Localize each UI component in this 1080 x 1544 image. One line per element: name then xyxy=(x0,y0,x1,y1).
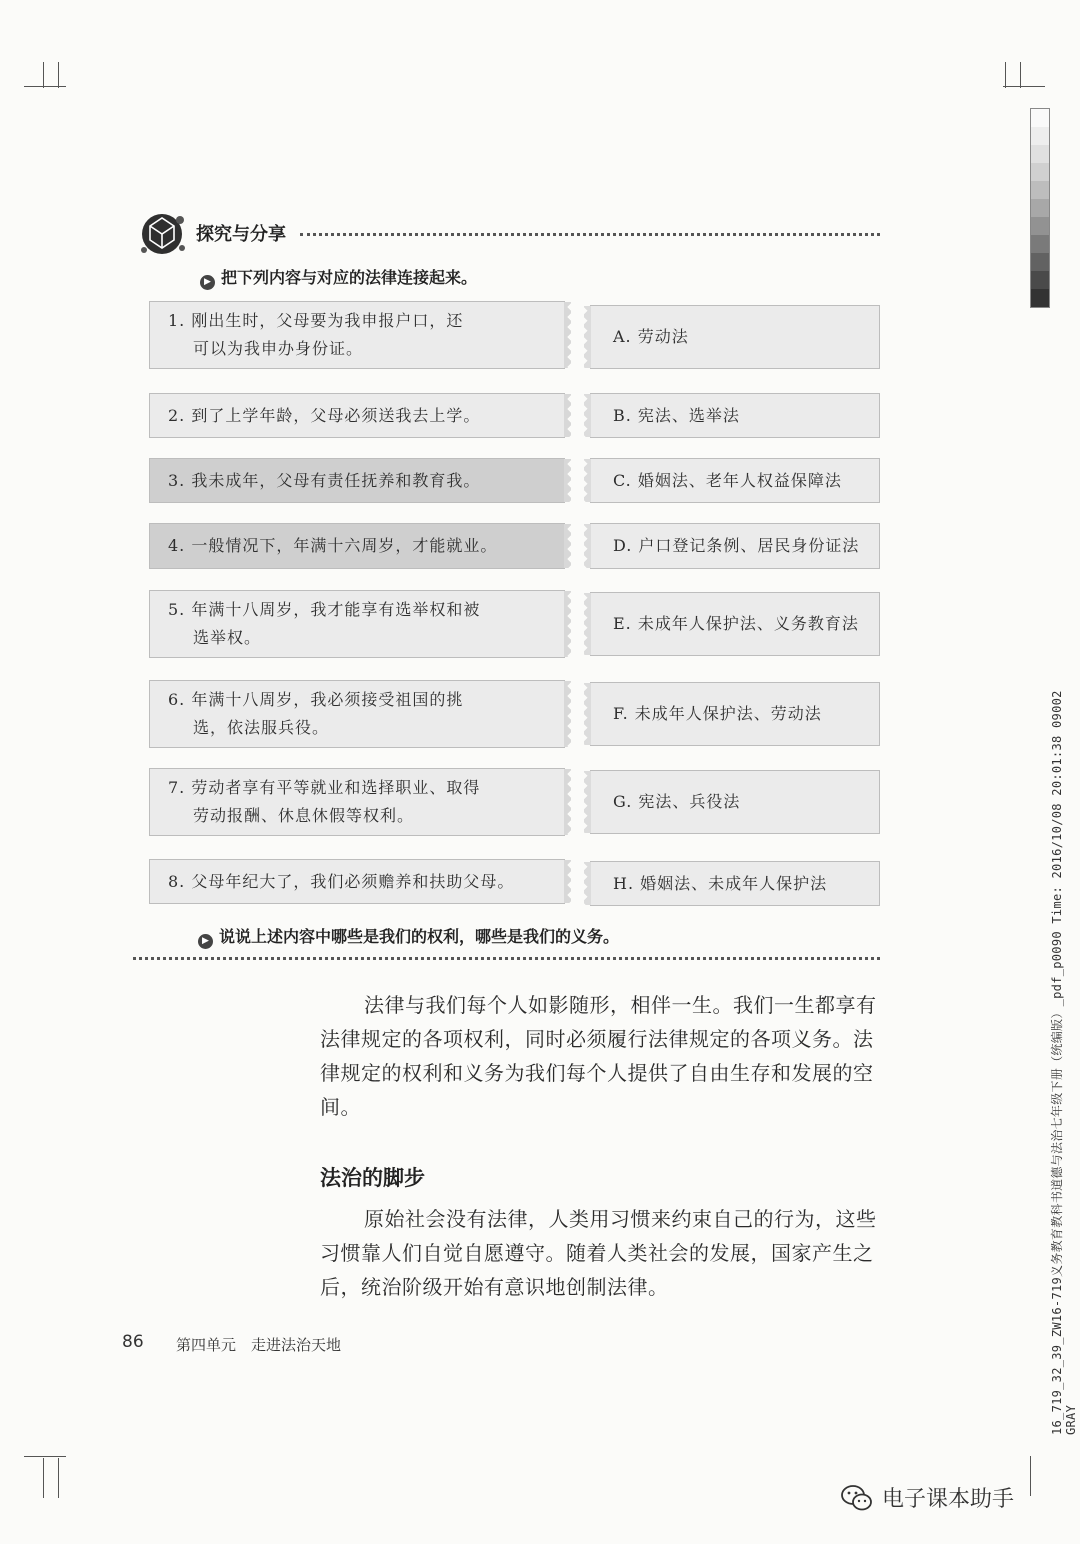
watermark xyxy=(840,1482,1014,1513)
law-option-text: D. 户口登记条例、居民身份证法 xyxy=(613,536,860,555)
match-item-text: 7. 劳动者享有平等就业和选择职业、取得 xyxy=(168,778,481,797)
crop-mark xyxy=(43,1458,44,1498)
match-item-text: 选举权。 xyxy=(193,628,262,647)
section-title: 探究与分享 xyxy=(196,224,286,245)
subheading: 法治的脚步 xyxy=(320,1166,425,1190)
crop-mark xyxy=(1003,86,1045,87)
crop-mark xyxy=(1005,62,1006,88)
puzzle-globe-icon xyxy=(138,208,188,258)
crop-mark xyxy=(1020,62,1021,88)
match-item-2[interactable] xyxy=(149,393,565,438)
printer-slug: 16_719_32_39_ZW16-719义务教育教科书道德与法治七年级下册（统编版）_pdf_p0090 Time: 2016/10/08 20:01:38 09002 xyxy=(1050,690,1064,1435)
instruction-1: ▶ 把下列内容与对应的法律连接起来。 xyxy=(200,265,477,290)
match-item-4[interactable] xyxy=(149,523,565,569)
instruction-2: ▶ 说说上述内容中哪些是我们的权利，哪些是我们的义务。 xyxy=(198,924,619,949)
match-item-text: 4. 一般情况下，年满十六周岁，才能就业。 xyxy=(168,536,498,555)
match-item-text: 8. 父母年纪大了，我们必须赡养和扶助父母。 xyxy=(168,871,515,891)
watermark-text: 电子课本助手 xyxy=(882,1487,1015,1512)
law-option-b[interactable] xyxy=(590,393,880,438)
law-option-g[interactable] xyxy=(590,770,880,834)
match-item-8[interactable] xyxy=(149,859,565,904)
body-paragraph: 法律与我们每个人如影随形，相伴一生。我们一生都享有法律规定的各项权利，同时必须履行法律规定的各项义务。法律规定的权利和义务为我们每个人提供了自由生存和发展的空间。 xyxy=(320,993,877,1119)
section-end-divider xyxy=(133,957,880,960)
crop-mark xyxy=(24,1456,66,1457)
law-option-text: G. 宪法、兵役法 xyxy=(613,792,741,811)
unit-title: 第四单元 走进法治天地 xyxy=(176,1336,342,1354)
law-option-text: B. 宪法、选举法 xyxy=(613,405,740,425)
match-item-text: 选，依法服兵役。 xyxy=(193,718,330,737)
match-item-text: 5. 年满十八周岁，我才能享有选举权和被 xyxy=(168,600,481,619)
match-item-7[interactable] xyxy=(149,768,565,836)
match-item-text: 6. 年满十八周岁，我必须接受祖国的挑 xyxy=(168,690,464,709)
gray-scale-bar xyxy=(1030,108,1050,308)
match-item-text: 可以为我申办身份证。 xyxy=(193,339,364,358)
law-option-text: F. 未成年人保护法、劳动法 xyxy=(613,704,822,723)
crop-mark xyxy=(58,1458,59,1498)
arrow-bullet-icon: ▶ xyxy=(198,934,213,949)
match-item-6[interactable] xyxy=(149,680,565,748)
wechat-icon xyxy=(840,1483,874,1513)
law-option-c[interactable] xyxy=(590,458,880,503)
law-option-f[interactable] xyxy=(590,682,880,746)
match-item-1[interactable] xyxy=(149,301,565,369)
crop-mark xyxy=(24,86,66,87)
arrow-bullet-icon: ▶ xyxy=(200,275,215,290)
crop-mark xyxy=(1030,1456,1031,1496)
law-option-text: H. 婚姻法、未成年人保护法 xyxy=(613,873,828,893)
match-item-text: 1. 刚出生时，父母要为我申报户口，还 xyxy=(168,311,464,330)
match-item-5[interactable] xyxy=(149,590,565,658)
law-option-a[interactable] xyxy=(590,305,880,369)
law-option-text: A. 劳动法 xyxy=(613,327,689,346)
body-paragraph: 原始社会没有法律，人类用习惯来约束自己的行为，这些习惯靠人们自觉自愿遵守。随着人类社会的发展，国家产生之后，统治阶级开始有意识地创制法律。 xyxy=(320,1207,877,1299)
law-option-text: C. 婚姻法、老年人权益保障法 xyxy=(613,470,842,490)
section-divider xyxy=(300,233,880,236)
match-item-text: 2. 到了上学年龄，父母必须送我去上学。 xyxy=(168,405,481,425)
law-option-h[interactable] xyxy=(590,861,880,906)
law-option-text: E. 未成年人保护法、义务教育法 xyxy=(613,614,859,633)
match-item-text: 劳动报酬、休息休假等权利。 xyxy=(193,806,415,825)
law-option-d[interactable] xyxy=(590,523,880,569)
crop-mark xyxy=(58,62,59,88)
crop-mark xyxy=(43,62,44,88)
page-number: 86 xyxy=(122,1332,144,1352)
match-item-text: 3. 我未成年，父母有责任抚养和教育我。 xyxy=(168,470,481,490)
printer-slug-gray: GRAY xyxy=(1064,1404,1078,1435)
law-option-e[interactable] xyxy=(590,592,880,656)
match-item-3[interactable] xyxy=(149,458,565,503)
